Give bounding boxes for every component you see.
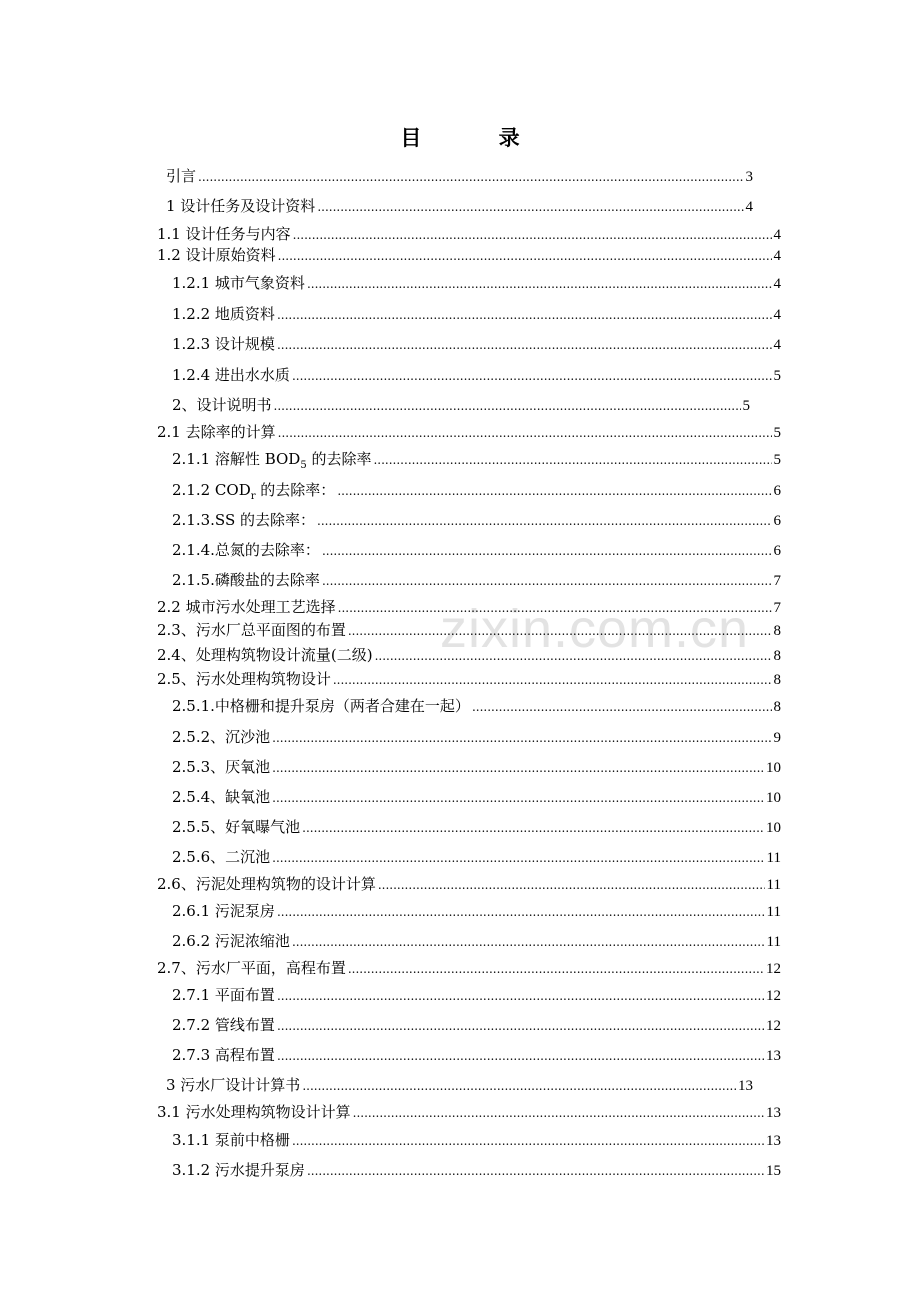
toc-entry-label: 2.7.1 平面布置	[172, 986, 275, 1004]
toc-entry-label: 1 设计任务及设计资料	[166, 197, 316, 215]
toc-leader-dots	[472, 697, 772, 717]
toc-leader-dots	[277, 335, 772, 355]
watermark: zixin.com.cn	[440, 599, 750, 659]
toc-label-text-end: 的去除率：	[255, 481, 336, 499]
toc-page-number: 4	[773, 337, 781, 353]
toc-leader-dots	[375, 646, 772, 666]
toc-entry-label: 2.5.4、缺氧池	[172, 788, 271, 806]
toc-leader-dots	[292, 1131, 764, 1151]
toc-page-number: 10	[766, 790, 781, 806]
toc-label-text-end: 的去除率	[306, 450, 372, 468]
toc-entry-2-7-2[interactable]	[172, 1015, 781, 1036]
toc-page-number: 10	[766, 760, 781, 776]
toc-entry-2-7-1[interactable]	[172, 985, 781, 1006]
toc-entry-2-6[interactable]	[157, 874, 781, 895]
toc-leader-dots	[292, 366, 772, 386]
toc-leader-dots	[292, 932, 765, 952]
toc-entry-1-1[interactable]	[157, 224, 781, 245]
toc-page-number: 13	[738, 1078, 753, 1094]
toc-entry-3-1[interactable]	[157, 1102, 781, 1123]
toc-entry-label: 2.5.3、厌氧池	[172, 758, 271, 776]
toc-leader-dots	[373, 450, 771, 470]
toc-label-subscript: r	[250, 491, 256, 502]
toc-page-number: 8	[773, 672, 781, 688]
toc-leader-dots	[302, 818, 764, 838]
toc-leader-dots	[353, 1103, 764, 1123]
toc-leader-dots	[198, 167, 743, 187]
toc-label-subscript: 5	[300, 460, 307, 471]
toc-leader-dots	[277, 902, 765, 922]
toc-leader-dots	[293, 225, 772, 245]
toc-entry-label: 2.2 城市污水处理工艺选择	[157, 598, 336, 616]
toc-page-number: 11	[766, 850, 781, 866]
toc-entry-intro[interactable]	[166, 166, 753, 187]
toc-leader-dots	[278, 246, 772, 266]
toc-leader-dots	[378, 875, 765, 895]
toc-leader-dots	[348, 959, 764, 979]
toc-page-number: 12	[766, 961, 781, 977]
toc-page-number: 5	[742, 398, 750, 414]
toc-entry-2-5[interactable]	[157, 669, 781, 690]
toc-entry-label: 1.2.1 城市气象资料	[172, 274, 305, 292]
toc-page-number: 4	[745, 199, 753, 215]
toc-page-number: 4	[773, 276, 781, 292]
toc-page-number: 9	[773, 730, 781, 746]
toc-leader-dots	[277, 1046, 764, 1066]
toc-leader-dots	[322, 541, 772, 561]
toc-entry-2-5-6[interactable]	[172, 847, 781, 868]
toc-leader-dots	[307, 274, 772, 294]
toc-entry-1-2-3[interactable]	[172, 334, 781, 355]
toc-leader-dots	[277, 1016, 764, 1036]
toc-page-number: 6	[773, 513, 781, 529]
toc-leader-dots	[317, 197, 743, 217]
toc-entry-label: 2.7、污水厂平面，高程布置	[157, 959, 346, 977]
toc-page-number: 5	[773, 368, 781, 384]
toc-leader-dots	[272, 788, 764, 808]
toc-page-number: 4	[773, 307, 781, 323]
toc-title-right: 录	[498, 125, 520, 150]
toc-entry-3[interactable]	[166, 1075, 753, 1096]
toc-leader-dots	[322, 571, 772, 591]
toc-label-text: 2.1.2 COD	[172, 481, 251, 499]
toc-entry-label: 1.2 设计原始资料	[157, 246, 276, 264]
toc-leader-dots	[272, 848, 764, 868]
toc-entry-label: 2.3、污水厂总平面图的布置	[157, 621, 346, 639]
toc-entry-label: 3.1.2 污水提升泵房	[172, 1161, 305, 1179]
toc-entry-label: 1.2.4 进出水水质	[172, 366, 290, 384]
toc-entry-label: 2.6、污泥处理构筑物的设计计算	[157, 875, 376, 893]
toc-entry-2-7[interactable]	[157, 958, 781, 979]
toc-page-number: 8	[773, 699, 781, 715]
toc-leader-dots	[338, 598, 772, 618]
toc-entry-label	[172, 480, 335, 500]
toc-entry-2-5-2[interactable]	[172, 727, 781, 748]
toc-entry-1[interactable]	[166, 196, 753, 217]
toc-leader-dots	[317, 511, 772, 531]
toc-page-number: 6	[773, 483, 781, 499]
toc-entry-2[interactable]	[172, 395, 750, 416]
toc-page-number: 11	[766, 904, 781, 920]
toc-leader-dots	[307, 1161, 764, 1181]
toc-entry-label: 2.4、处理构筑物设计流量(二级)	[157, 646, 373, 664]
toc-entry-label: 3.1.1 泵前中格栅	[172, 1131, 290, 1149]
toc-entry-label: 1.1 设计任务与内容	[157, 225, 291, 243]
toc-entry-label: 3 污水厂设计计算书	[166, 1076, 301, 1094]
toc-page-number: 13	[766, 1133, 781, 1149]
toc-page-number: 11	[766, 934, 781, 950]
toc-leader-dots	[277, 305, 772, 325]
toc-entry-label: 2.6.2 污泥浓缩池	[172, 932, 290, 950]
toc-entry-1-2-1[interactable]	[172, 273, 781, 294]
toc-entry-label: 2.6.1 污泥泵房	[172, 902, 275, 920]
toc-page-number: 3	[745, 169, 753, 185]
toc-page-number: 4	[773, 227, 781, 243]
toc-entry-label	[172, 449, 371, 469]
toc-entry-1-2-4[interactable]	[172, 365, 781, 386]
toc-page-number: 15	[766, 1163, 781, 1179]
toc-entry-label: 1.2.3 设计规模	[172, 335, 275, 353]
toc-page-number: 12	[766, 1018, 781, 1034]
toc-entry-label: 2.1.5.磷酸盐的去除率	[172, 571, 320, 589]
toc-entry-2-5-3[interactable]	[172, 757, 781, 778]
toc-entry-label: 2.5.2、沉沙池	[172, 728, 271, 746]
toc-entry-label: 2.7.2 管线布置	[172, 1016, 275, 1034]
toc-entry-3-1-2[interactable]	[172, 1160, 781, 1181]
toc-leader-dots	[274, 396, 741, 416]
toc-entry-label: 2.5、污水处理构筑物设计	[157, 670, 331, 688]
toc-page-number: 7	[773, 573, 781, 589]
toc-leader-dots	[272, 728, 771, 748]
toc-entry-2-7-3[interactable]	[172, 1045, 781, 1066]
toc-entry-1-2[interactable]	[157, 245, 781, 266]
toc-entry-2-1-5[interactable]	[172, 570, 781, 591]
toc-page-number: 5	[773, 425, 781, 441]
toc-page-number: 6	[773, 543, 781, 559]
toc-entry-2-5-4[interactable]	[172, 787, 781, 808]
toc-entry-2-6-2[interactable]	[172, 931, 781, 952]
toc-entry-label: 2.5.1.中格栅和提升泵房（两者合建在一起）	[172, 697, 470, 715]
toc-leader-dots	[278, 423, 772, 443]
toc-entry-3-1-1[interactable]	[172, 1130, 781, 1151]
toc-title-left: 目	[400, 125, 422, 150]
toc-entry-label: 3.1 污水处理构筑物设计计算	[157, 1103, 351, 1121]
toc-entry-2-2[interactable]	[157, 597, 781, 618]
toc-leader-dots	[277, 986, 764, 1006]
toc-entry-2-1[interactable]	[157, 422, 781, 443]
toc-entry-label: 2.1.4.总氮的去除率：	[172, 541, 320, 559]
toc-leader-dots	[302, 1076, 736, 1096]
toc-entry-2-1-4[interactable]	[172, 540, 781, 561]
toc-entry-2-1-2[interactable]	[172, 480, 781, 501]
toc-page-number: 13	[766, 1105, 781, 1121]
toc-page-number: 4	[773, 248, 781, 264]
toc-page-number: 13	[766, 1048, 781, 1064]
toc-entry-2-6-1[interactable]	[172, 901, 781, 922]
toc-page-number: 8	[773, 648, 781, 664]
toc-entry-2-1-3[interactable]	[172, 510, 781, 531]
toc-entry-2-3[interactable]	[157, 620, 781, 641]
toc-page-number: 10	[766, 820, 781, 836]
toc-entry-label: 2.5.5、好氧曝气池	[172, 818, 301, 836]
toc-page-number: 12	[766, 988, 781, 1004]
toc-page-number: 7	[773, 600, 781, 616]
toc-leader-dots	[333, 670, 772, 690]
toc-entry-label: 2.5.6、二沉池	[172, 848, 271, 866]
toc-entry-label: 2.7.3 高程布置	[172, 1046, 275, 1064]
toc-entry-label: 引言	[166, 167, 197, 185]
toc-leader-dots	[337, 481, 771, 501]
toc-entry-label: 2.1.3.SS 的去除率：	[172, 511, 315, 529]
toc-entry-2-4[interactable]	[157, 645, 781, 666]
toc-entry-2-5-5[interactable]	[172, 817, 781, 838]
toc-page-number: 5	[773, 452, 781, 468]
toc-entry-1-2-2[interactable]	[172, 304, 781, 325]
toc-label-text: 2.1.1 溶解性 BOD	[172, 450, 301, 468]
toc-entry-2-5-1[interactable]	[172, 696, 781, 717]
toc-entry-label: 2、设计说明书	[172, 396, 272, 414]
toc-title	[0, 122, 920, 152]
toc-entry-2-1-1[interactable]	[172, 449, 781, 470]
toc-page-number: 8	[773, 623, 781, 639]
toc-entry-label: 2.1 去除率的计算	[157, 423, 276, 441]
toc-entry-label: 1.2.2 地质资料	[172, 305, 275, 323]
toc-page-number: 11	[766, 877, 781, 893]
toc-leader-dots	[272, 758, 764, 778]
toc-leader-dots	[348, 621, 772, 641]
